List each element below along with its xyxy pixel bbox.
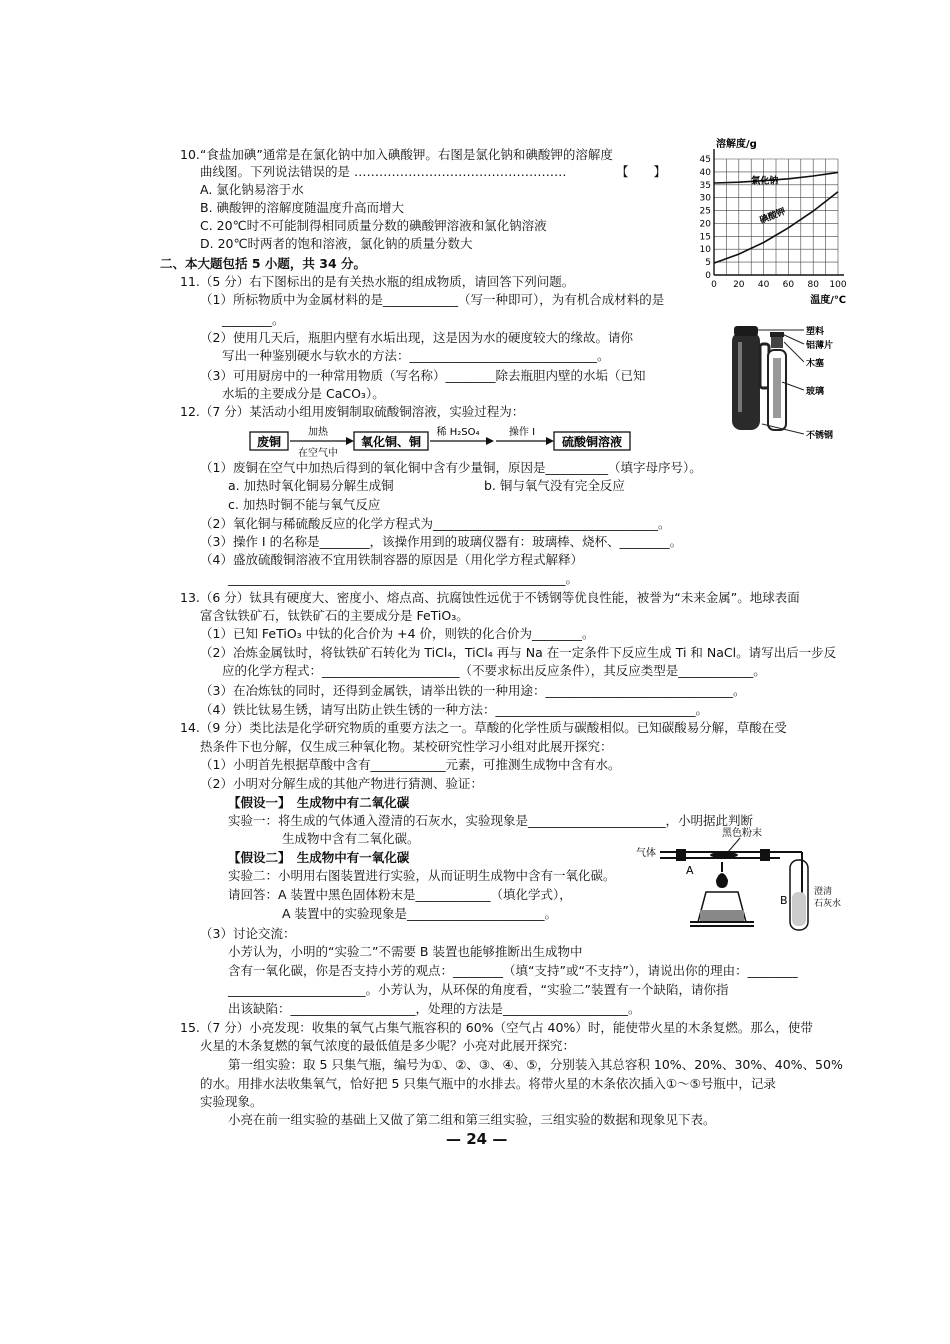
label-gas: 气体 bbox=[636, 848, 656, 859]
q14-experiment1a: 实验一：将生成的气体通入澄清的石灰水，实验现象是______________________，小明据此判断 bbox=[228, 813, 754, 828]
q12-part2: （2）氧化铜与稀硫酸反应的化学方程式为____________________________________。 bbox=[200, 516, 671, 531]
y-axis-title: 溶解度/g bbox=[716, 139, 757, 150]
y-tick-label: 30 bbox=[699, 193, 711, 204]
q13-part3: （3）在冶炼钛的同时，还得到金属铁，请举出铁的一种用途：______________________________。 bbox=[200, 683, 746, 698]
q13-part4: （4）铁比钛易生锈，请写出防止铁生锈的一种方法：________________________________。 bbox=[200, 702, 708, 717]
q10-option-b: B. 碘酸钾的溶解度随温度升高而增大 bbox=[200, 200, 405, 215]
q11-part1a: （1）所标物质中为金属材料的是____________（写一种即可），为有机合成材料的是 bbox=[200, 292, 665, 307]
q14-discussion3: ______________________。小芳认为，从环保的角度看，“实验二”装置有一个缺陷，请你指 bbox=[228, 982, 729, 997]
q12-part4: （4）盛放硫酸铜溶液不宜用铁制容器的原因是（用化学方程式解释） bbox=[200, 552, 583, 567]
flow-arrow1-top: 加热 bbox=[308, 427, 328, 438]
label-aluminum: 铝薄片 bbox=[806, 341, 834, 351]
flow-box-waste-copper: 废铜 bbox=[256, 435, 282, 449]
label-black-powder: 黑色粉末 bbox=[722, 828, 762, 839]
q12-flow-diagram bbox=[246, 420, 646, 460]
q14-discussion1: 小芳认为，小明的“实验二”不需要 B 装置也能够推断出生成物中 bbox=[228, 944, 583, 959]
q12-option-a: a. 加热时氧化铜易分解生成铜 bbox=[228, 478, 394, 493]
q12-option-c: c. 加热时铜不能与氧气反应 bbox=[228, 497, 381, 512]
q14-part1: （1）小明首先根据草酸中含有____________元素，可推测生成物中含有水。 bbox=[200, 757, 621, 772]
label-B: B bbox=[780, 894, 788, 907]
q14-line2: 热条件下也分解，仅生成三种氧化物。某校研究性学习小组对此展开探究： bbox=[200, 739, 613, 754]
q14-hypothesis2: 【假设二】 生成物中有一氧化碳 bbox=[228, 850, 410, 865]
y-tick-label: 15 bbox=[699, 232, 711, 243]
q11-part2a: （2）使用几天后，瓶胆内壁有水垢出现，这是因为水的硬度较大的缘故。请你 bbox=[200, 330, 633, 345]
q12-part1: （1）废铜在空气中加热后得到的氧化铜中含有少量铜，原因是__________（填字母序号）。 bbox=[200, 460, 702, 475]
y-tick-label: 10 bbox=[699, 245, 711, 256]
q12-line1: 12.（7 分）某活动小组用废铜制取硫酸铜溶液，实验过程为： bbox=[180, 404, 525, 419]
q14-experiment1b: 生成物中含有二氧化碳。 bbox=[282, 831, 420, 846]
q14-part2: （2）小明对分解生成的其他产物进行猜测、验证： bbox=[200, 776, 483, 791]
page-number: — 24 — bbox=[446, 1130, 508, 1148]
q10-option-c: C. 20℃时不可能制得相同质量分数的碘酸钾溶液和氯化钠溶液 bbox=[200, 218, 547, 233]
q11-part1b: ________。 bbox=[222, 312, 285, 327]
q15-line6: 小亮在前一组实验的基础上又做了第二组和第三组实验，三组实验的数据和现象见下表。 bbox=[228, 1112, 716, 1127]
x-tick-label: 0 bbox=[711, 280, 717, 290]
q15-line3: 第一组实验：取 5 只集气瓶，编号为①、②、③、④、⑤，分别装入其总容积 10%、20%、30%、40%、50% bbox=[228, 1057, 843, 1072]
q10-answer-bracket[interactable]: 【 】 bbox=[616, 164, 667, 179]
q14-discussion4: 出该缺陷：____________________，处理的方法是____________________。 bbox=[228, 1001, 641, 1016]
y-tick-label: 45 bbox=[699, 155, 711, 165]
q13-line2: 富含钛铁矿石，钛铁矿石的主要成分是 FeTiO₃。 bbox=[200, 608, 469, 623]
x-tick-label: 60 bbox=[782, 280, 795, 290]
y-tick-label: 20 bbox=[699, 219, 711, 230]
q14-part3: （3）讨论交流： bbox=[200, 926, 296, 941]
q12-option-b: b. 铜与氧气没有完全反应 bbox=[484, 478, 625, 493]
flow-arrow1-bottom: 在空气中 bbox=[298, 448, 338, 459]
solubility-chart bbox=[690, 135, 865, 305]
label-stainless-steel: 不锈钢 bbox=[806, 431, 834, 441]
q14-experiment2: 实验二：小明用右图装置进行实验，从而证明生成物中含有一氧化碳。 bbox=[228, 868, 616, 883]
q10-line2: 曲线图。下列说法错误的是 …………………………………………… bbox=[200, 164, 567, 179]
x-axis-title: 温度/℃ bbox=[810, 295, 846, 305]
q13-part2a: （2）冶炼金属钛时，将钛铁矿石转化为 TiCl₄，TiCl₄ 再与 Na 在一定条件下反应生成 Ti 和 NaCl。请写出后一步反 bbox=[200, 645, 837, 660]
q10-option-d: D. 20℃时两者的饱和溶液，氯化钠的质量分数大 bbox=[200, 236, 473, 251]
x-tick-label: 20 bbox=[733, 280, 745, 290]
q10-line1: 10.“食盐加碘”通常是在氯化钠中加入碘酸钾。右图是氯化钠和碘酸钾的溶解度 bbox=[180, 147, 613, 162]
q11-part3a: （3）可用厨房中的一种常用物质（写名称）________除去瓶胆内壁的水垢（已知 bbox=[200, 368, 646, 383]
flow-arrow3-top: 操作 I bbox=[508, 427, 536, 438]
apparatus-diagram bbox=[630, 822, 850, 940]
y-tick-label: 40 bbox=[699, 167, 711, 178]
q15-line1: 15.（7 分）小亮发现：收集的氧气占集气瓶容积的 60%（空气占 40%）时，能使带火星的木条复燃。那么，使带 bbox=[180, 1020, 813, 1035]
q14-discussion2: 含有一氧化碳，你是否支持小芳的观点：________（填“支持”或“不支持”），请说出你的理由：________ bbox=[228, 963, 798, 978]
q14-question: 请回答：A 装置中黑色固体粉末是____________（填化学式）， bbox=[228, 887, 572, 902]
q15-line5: 实验现象。 bbox=[200, 1094, 263, 1109]
q10-option-a: A. 氯化钠易溶于水 bbox=[200, 182, 304, 197]
x-tick-label: 40 bbox=[757, 280, 770, 290]
q14-hypothesis1: 【假设一】 生成物中有二氧化碳 bbox=[228, 795, 410, 810]
label-lime-water-1: 澄清 bbox=[814, 887, 833, 897]
q13-part1: （1）已知 FeTiO₃ 中钛的化合价为 +4 价，则铁的化合价为________。 bbox=[200, 626, 595, 641]
thermos-illustration bbox=[718, 322, 853, 444]
label-lime-water-2: 石灰水 bbox=[814, 899, 842, 909]
flow-box-copper-sulfate: 硫酸铜溶液 bbox=[561, 435, 623, 449]
q13-part2b: 应的化学方程式：______________________（不要求标出反应条件），其反应类型是____________。 bbox=[222, 663, 766, 678]
q14-line1: 14.（9 分）类比法是化学研究物质的重要方法之一。草酸的化学性质与碳酸相似。已知碳酸易分解，草酸在受 bbox=[180, 720, 787, 735]
flow-arrow2-top: 稀 H₂SO₄ bbox=[436, 427, 480, 438]
series-label-kio3: 碘酸钾 bbox=[758, 206, 788, 227]
q11-part2b: 写出一种鉴别硬水与软水的方法：______________________________。 bbox=[222, 348, 610, 363]
q15-line2: 火星的木条复燃的氧气浓度的最低值是多少呢？小亮对此展开探究： bbox=[200, 1038, 576, 1053]
x-tick-label: 80 bbox=[807, 280, 819, 290]
q14-question2: A 装置中的实验现象是______________________。 bbox=[282, 906, 558, 921]
q12-part4-blank: ______________________________________________________。 bbox=[228, 571, 579, 586]
label-cork: 木塞 bbox=[806, 359, 825, 369]
y-tick-label: 5 bbox=[705, 258, 711, 269]
y-tick-label: 0 bbox=[705, 271, 711, 281]
label-plastic: 塑料 bbox=[806, 327, 825, 337]
x-tick-label: 100 bbox=[829, 280, 847, 290]
q15-line4: 的水。用排水法收集氧气，恰好把 5 只集气瓶中的水排去。将带火星的木条依次插入①～⑤号瓶中，记录 bbox=[200, 1076, 776, 1091]
y-tick-label: 35 bbox=[699, 180, 711, 191]
q11-line1: 11.（5 分）右下图标出的是有关热水瓶的组成物质，请回答下列问题。 bbox=[180, 274, 575, 289]
series-label-nacl: 氯化钠 bbox=[751, 176, 779, 187]
label-glass: 玻璃 bbox=[806, 387, 825, 397]
label-A: A bbox=[686, 864, 694, 877]
q13-line1: 13.（6 分）钛具有硬度大、密度小、熔点高、抗腐蚀性远优于不锈钢等优良性能，被誉为“未来金属”。地球表面 bbox=[180, 590, 800, 605]
section-heading: 二、本大题包括 5 小题，共 34 分。 bbox=[160, 256, 367, 271]
q12-part3: （3）操作 I 的名称是________，该操作用到的玻璃仪器有：玻璃棒、烧杯、________。 bbox=[200, 534, 683, 549]
q11-part3b: 水垢的主要成分是 CaCO₃）。 bbox=[222, 386, 385, 401]
y-tick-label: 25 bbox=[699, 206, 711, 217]
flow-box-copper-oxide: 氧化铜、铜 bbox=[360, 435, 422, 449]
